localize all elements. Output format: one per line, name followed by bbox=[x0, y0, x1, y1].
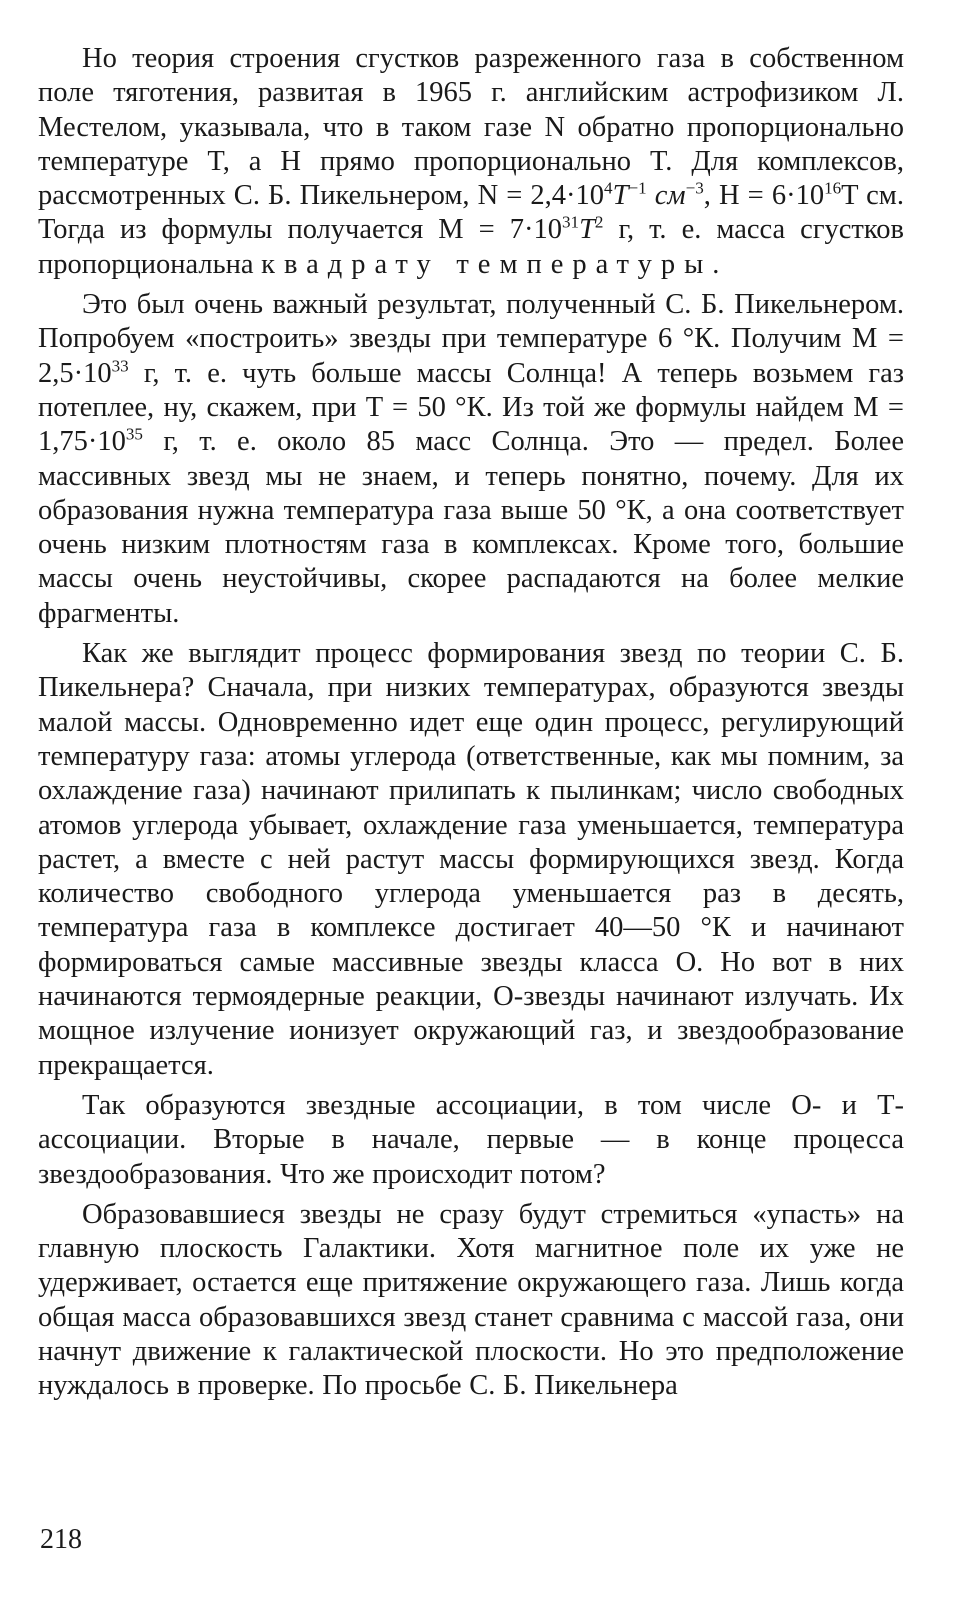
paragraph-1 bbox=[38, 42, 904, 282]
exponent: 35 bbox=[125, 424, 143, 444]
paragraph-2 bbox=[38, 288, 904, 631]
paragraph-5: Образовавшиеся звезды не сразу будут стремиться «упасть» на главную плоскость Галактики. Хотя магнитное поле их уже не удерживает, остается еще притяжение окружающего газа. Лишь когда общая масса образовавшихся звезд станет сравнима с массой газа, они начнут движение к галактической плоскости. Но это предположение нуждалось в проверке. По просьбе С. Б. Пикельнера bbox=[38, 1198, 904, 1402]
paragraph-4: Так образуются звездные ассоциации, в том числе О- и Т-ассоциации. Вторые в начале, первые — в конце процесса звездообразования. Что же происходит потом? bbox=[38, 1089, 904, 1190]
exponent: 16 bbox=[824, 178, 842, 198]
exponent: −1 bbox=[628, 178, 647, 198]
page-number: 218 bbox=[40, 1524, 82, 1555]
paragraph-3: Как же выглядит процесс формирования звезд по теории С. Б. Пикельнера? Сначала, при низких температурах, образуются звезды малой массы. Одновременно идет еще один процесс, регулирующий температуру газа: атомы углерода (ответственные, как мы помним, за охлаждение газа) начинают прилипать к пылинкам; число свободных атомов углерода убывает, охлаждение газа уменьшается, температура растет, а вместе с ней растут массы формирующихся звезд. Когда количество свободного углерода уменьшается раз в десять, температура газа в комплексе достигает 40—50 °К и начинают формироваться самые массивные звезды класса О. Но вот в них начинаются термоядерные реакции, О-звезды начинают излучать. Их мощное излучение ионизует окружающий газ, и звездообразование прекращается. bbox=[38, 638, 904, 1081]
variable-t: T bbox=[579, 214, 595, 246]
text-run: Это был очень важный результат, полученный С. Б. Пикельнером. Попробуем «построить» звезды при температуре 6 °К. Получим M = 2,5·10 bbox=[38, 289, 904, 389]
text-run: г, т. е. чуть больше массы Солнца! А теперь возьмем газ потеплее, ну, скажем, при T = 50 °К. Из той же формулы найдем M = 1,75·10 bbox=[38, 357, 904, 458]
book-page bbox=[38, 42, 904, 1410]
exponent: 33 bbox=[111, 356, 129, 376]
exponent: 31 bbox=[561, 212, 580, 232]
emphasized-phrase: квадрату температуры bbox=[261, 248, 713, 280]
text-run: , H = 6·10 bbox=[703, 180, 825, 212]
text-run: . bbox=[712, 248, 720, 280]
text-run: г, т. е. около 85 масс Солнца. Это — предел. Более массивных звезд мы не знаем, и теперь понятно, почему. Для их образования нужна температура газа выше 50 °К, а она соответствует очень низким плотностям газа в комплексах. Кроме того, большие массы очень неустойчивы, скорее распадаются на более мелкие фрагменты. bbox=[38, 426, 904, 629]
exponent: 2 bbox=[594, 212, 604, 232]
text-run: T см. Тогда из формулы получается M = 7·10 bbox=[38, 180, 904, 246]
text-run: г, т. е. масса сгустков пропорциональна bbox=[38, 214, 904, 280]
exponent: −3 bbox=[685, 178, 704, 198]
text-run: Но теория строения сгустков разреженного газа в собственном поле тяготения, развитая в 1965 г. английским астрофизиком Л. Местелом, указывала, что в таком газе N обратно пропорционально температуре T, а H прямо пропорционально T. Для комплексов, рассмотренных С. Б. Пикельнером, N = 2,4·10 bbox=[38, 43, 904, 212]
unit-cm: см bbox=[646, 180, 686, 212]
exponent: 4 bbox=[604, 178, 613, 198]
variable-t: T bbox=[612, 180, 629, 212]
